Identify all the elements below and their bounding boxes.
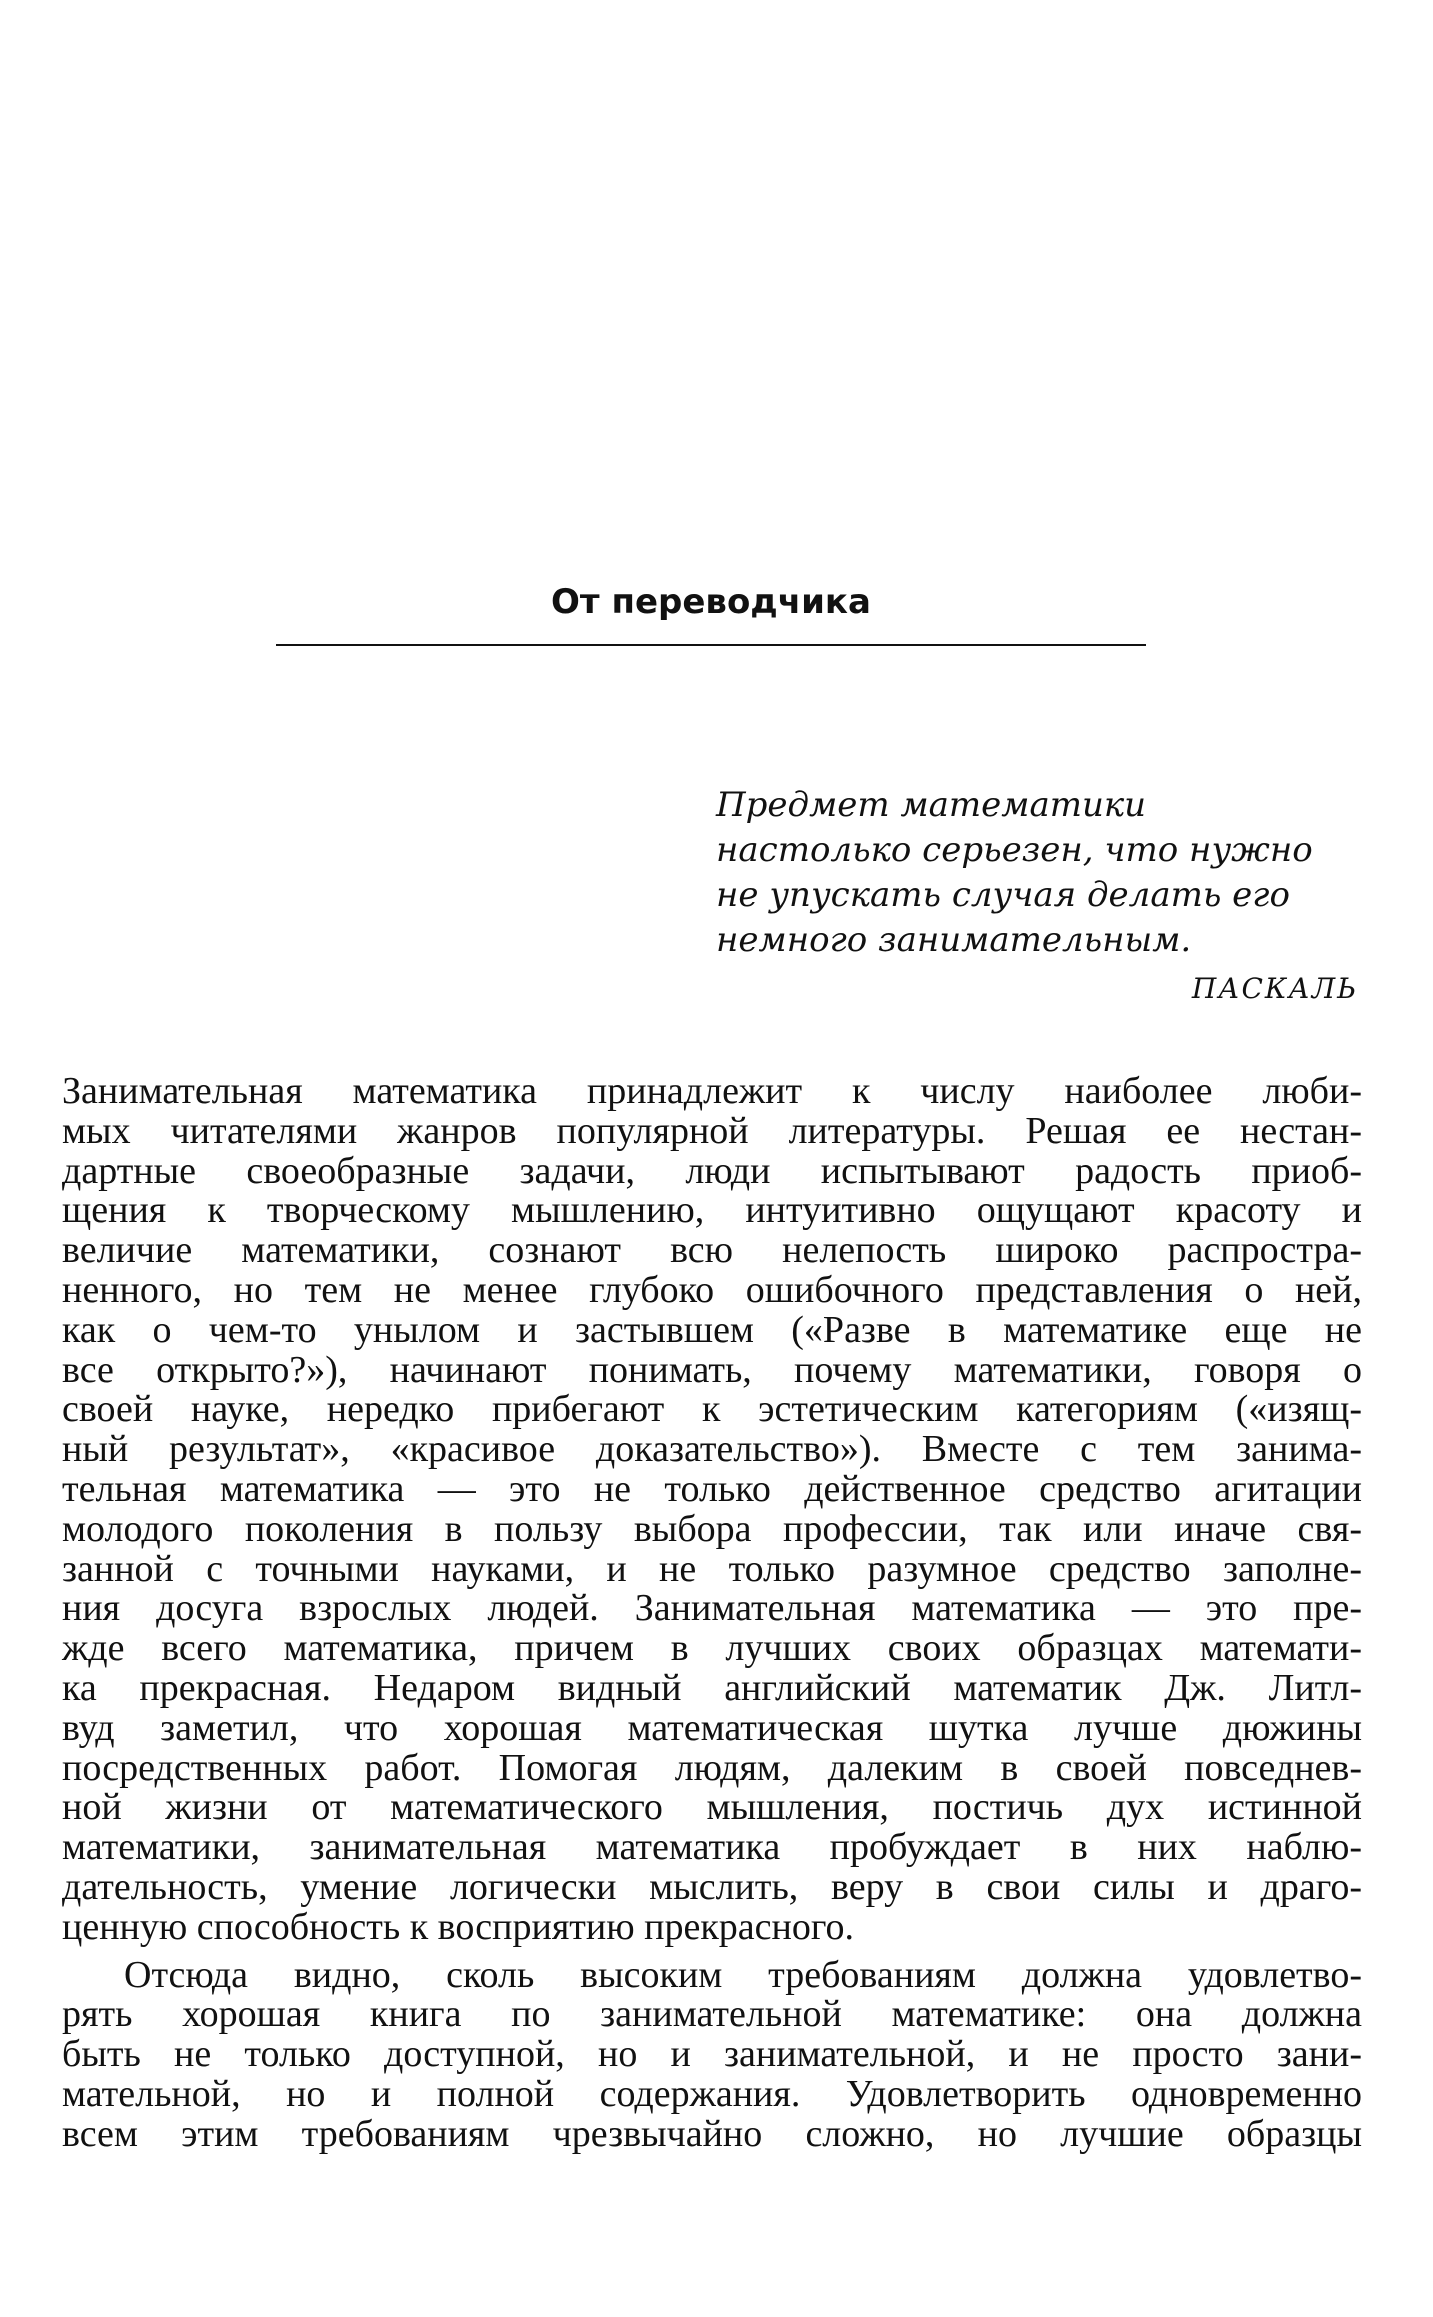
- text-line: величие математики, сознают всю нелепость широко распростра-: [62, 1229, 1362, 1272]
- text-line: мательной, но и полной содержания. Удовлетворить одновременно: [62, 2072, 1362, 2115]
- text-line: Занимательная математика принадлежит к числу наиболее люби-: [62, 1070, 1362, 1112]
- title-underline: [276, 644, 1146, 646]
- epigraph-line: Предмет математики: [716, 785, 1147, 825]
- paragraph-1: [62, 1072, 1362, 1948]
- text-line: жде всего математика, причем в лучших своих образцах математи-: [62, 1627, 1362, 1670]
- text-line: мых читателями жанров популярной литературы. Решая ее нестан-: [62, 1109, 1362, 1152]
- epigraph-line: настолько серьезен, что нужно: [716, 830, 1313, 870]
- text-line: вуд заметил, что хорошая математическая шутка лучше дюжины: [62, 1706, 1362, 1749]
- text-line: ный результат», «красивое доказательство»). Вместе с тем занима-: [62, 1428, 1362, 1471]
- text-line: дартные своеобразные задачи, люди испытывают радость приоб-: [62, 1149, 1362, 1192]
- text-line: быть не только доступной, но и занимательной, и не просто зани-: [62, 2033, 1362, 2076]
- text-line: рять хорошая книга по занимательной математике: она должна: [62, 1993, 1362, 2036]
- text-line: щения к творческому мышлению, интуитивно ощущают красоту и: [62, 1189, 1362, 1232]
- text-line: тельная математика — это не только действенное средство агитации: [62, 1467, 1362, 1510]
- epigraph-line: не упускать случая делать его: [716, 875, 1290, 915]
- text-line: ной жизни от математического мышления, постичь дух истинной: [62, 1786, 1362, 1829]
- text-line: занной с точными науками, и не только разумное средство заполне-: [62, 1547, 1362, 1590]
- text-line: все открыто?»), начинают понимать, почему математики, говоря о: [62, 1348, 1362, 1391]
- epigraph-line: немного занимательным.: [716, 920, 1192, 960]
- text-line: ценную способность к восприятию прекрасного.: [62, 1905, 855, 1948]
- text-line: посредственных работ. Помогая людям, далеким в своей повседнев-: [62, 1746, 1362, 1789]
- text-line: ненного, но тем не менее глубоко ошибочного представления о ней,: [62, 1268, 1362, 1311]
- text-line: Отсюда видно, сколь высоким требованиям должна удовлетво-: [124, 1953, 1362, 1996]
- text-line: математики, занимательная математика пробуждает в них наблю-: [62, 1826, 1362, 1869]
- text-line: ния досуга взрослых людей. Занимательная математика — это пре-: [62, 1587, 1362, 1630]
- epigraph-author: ПАСКАЛЬ: [1191, 972, 1358, 1005]
- paragraph-2: [62, 1953, 1362, 2155]
- epigraph: [716, 783, 1376, 1009]
- text-line: ка прекрасная. Недаром видный английский математик Дж. Литл-: [62, 1666, 1362, 1709]
- text-line: как о чем-то унылом и застывшем («Разве в математике еще не: [62, 1308, 1362, 1351]
- text-line: всем этим требованиям чрезвычайно сложно, но лучшие образцы: [62, 2112, 1362, 2155]
- body-text: [62, 1072, 1362, 2155]
- text-line: дательность, умение логически мыслить, веру в свои силы и драго-: [62, 1865, 1362, 1908]
- chapter-title: От переводчика: [551, 582, 871, 622]
- text-line: молодого поколения в пользу выбора профессии, так или иначе свя-: [62, 1507, 1362, 1550]
- text-line: своей науке, нередко прибегают к эстетическим категориям («изящ-: [62, 1388, 1362, 1431]
